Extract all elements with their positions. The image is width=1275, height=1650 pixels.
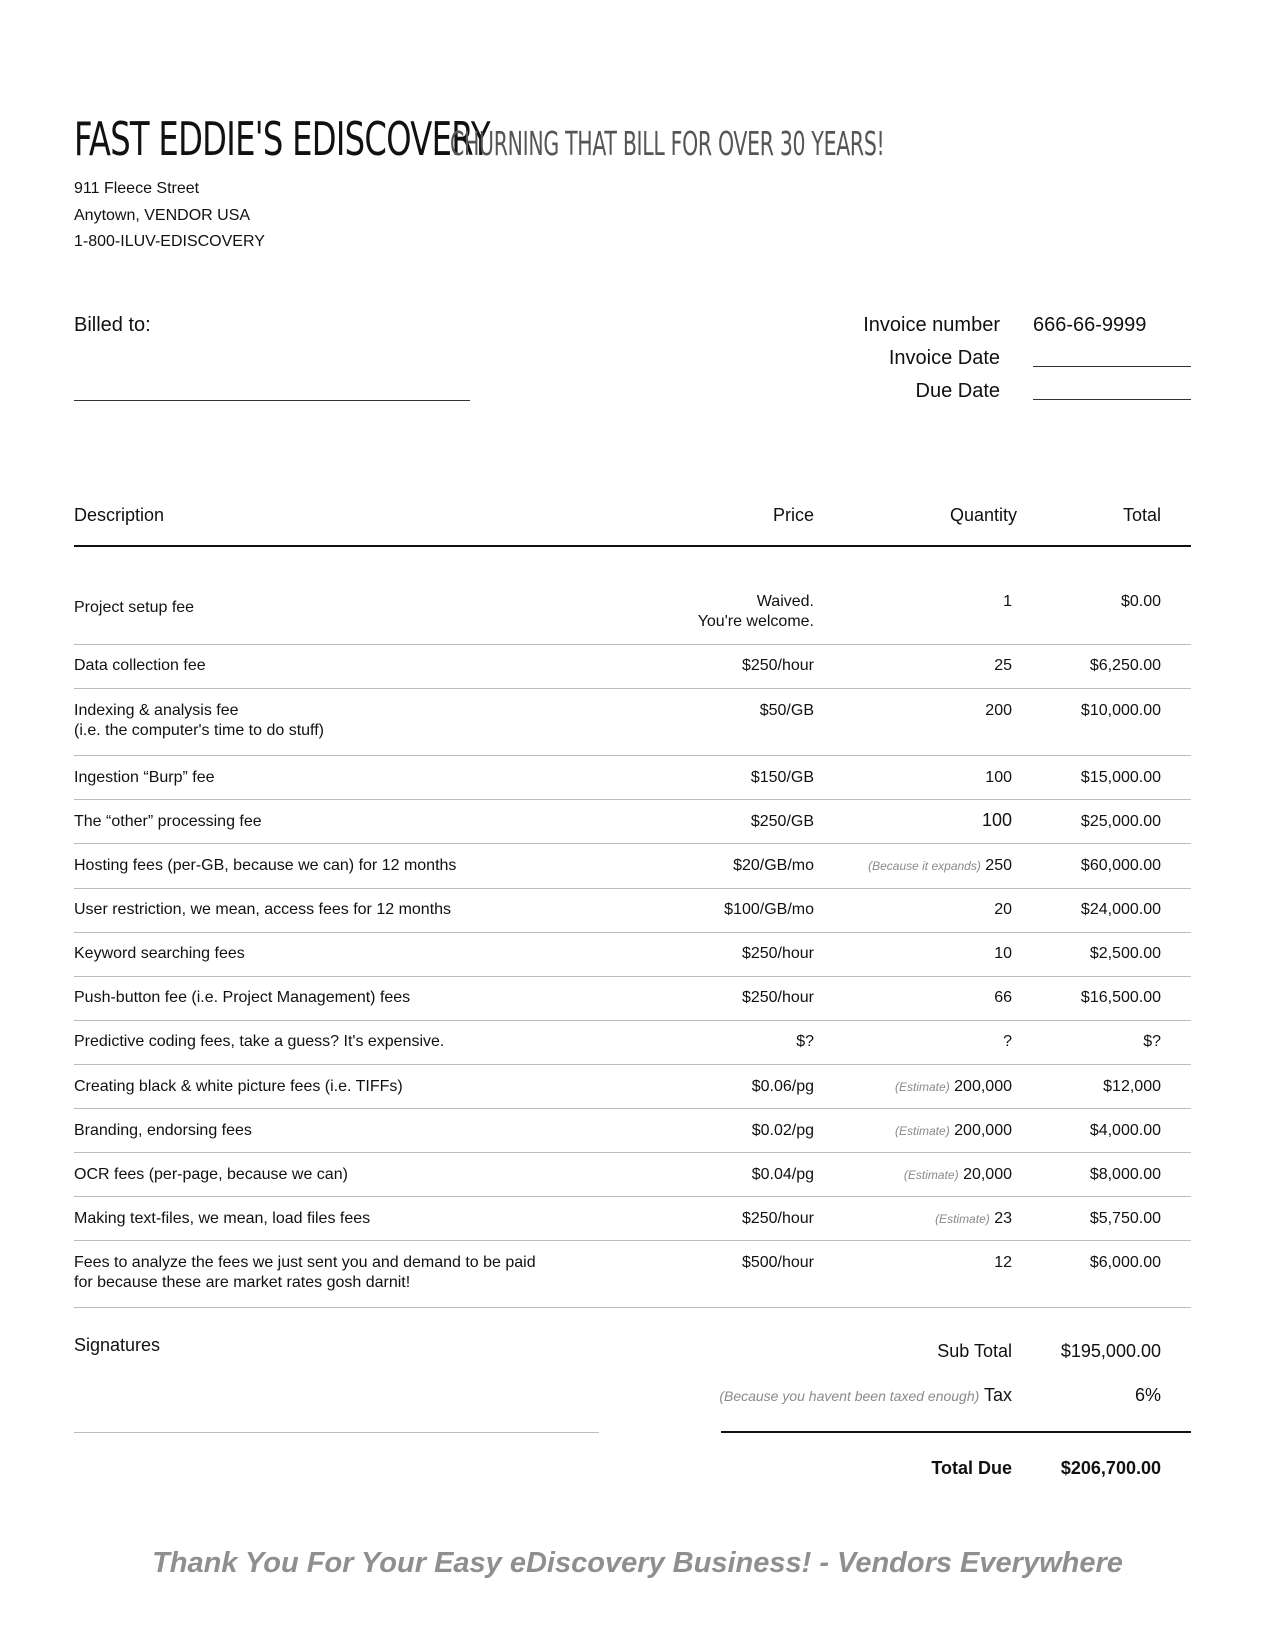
row-total: $6,250.00 [1089,657,1161,674]
row-quantity: 100 [985,769,1012,786]
row-quantity: (Estimate) 200,000 [895,1078,1012,1095]
row-description-note: (i.e. the computer's time to do stuff) [74,722,324,739]
invoice-date-line [1033,366,1191,367]
col-header-total: Total [1122,505,1161,525]
row-price-note: You're welcome. [697,613,814,630]
row-quantity: ? [1003,1033,1012,1050]
row-description: Indexing & analysis fee [74,702,239,719]
row-quantity: 25 [994,657,1012,674]
total-due-value: $206,700.00 [1060,1458,1161,1478]
row-total: $? [1143,1033,1161,1050]
row-rule [74,644,1191,645]
row-price: $20/GB/mo [733,857,814,874]
total-rule [721,1431,1191,1433]
row-quantity: 20 [994,901,1012,918]
row-rule [74,888,1191,889]
row-total: $16,500.00 [1080,989,1161,1006]
signatures-label: Signatures [74,1335,161,1355]
company-tagline: CHURNING THAT BILL FOR OVER 30 YEARS! [450,124,885,163]
row-quantity: (Because it expands) 250 [868,857,1012,874]
row-description: Keyword searching fees [74,945,245,962]
row-total: $15,000.00 [1080,769,1161,786]
row-rule [74,1108,1191,1109]
row-description: Push-button fee (i.e. Project Management) fees [74,989,411,1006]
row-quantity: (Estimate) 23 [935,1210,1012,1227]
row-rule [74,843,1191,844]
row-price: $0.02/pg [751,1122,814,1139]
row-price: $250/GB [750,813,814,830]
row-quantity: 1 [1003,593,1012,610]
row-description: The “other” processing fee [74,813,262,830]
row-description: Hosting fees (per-GB, because we can) for 12 months [74,857,457,874]
row-rule [74,755,1191,756]
row-total: $12,000 [1103,1078,1161,1095]
tax-note: (Because you havent been taxed enough) [719,1388,980,1404]
row-price: $100/GB/mo [724,901,814,918]
quantity-note: (Estimate) [903,1168,959,1182]
row-description: OCR fees (per-page, because we can) [74,1166,348,1183]
row-description: Fees to analyze the fees we just sent you and demand to be paid [74,1254,536,1271]
row-total: $0.00 [1120,593,1161,610]
quantity-note: (Estimate) [895,1124,950,1138]
row-price: $500/hour [741,1254,814,1271]
row-price: $? [796,1033,814,1050]
row-description: Branding, endorsing fees [74,1122,252,1139]
col-header-quantity: Quantity [949,505,1017,525]
col-header-price: Price [772,505,814,525]
row-price: Waived. [756,593,814,610]
row-price: $0.06/pg [751,1078,814,1095]
total-due-label: Total Due [931,1458,1012,1478]
row-total: $24,000.00 [1080,901,1161,918]
row-total: $5,750.00 [1089,1210,1161,1227]
row-total: $25,000.00 [1080,813,1161,830]
row-quantity: (Estimate) 200,000 [895,1122,1012,1139]
row-price: $250/hour [741,989,814,1006]
row-price: $250/hour [741,945,814,962]
row-rule [74,688,1191,689]
row-quantity: (Estimate) 20,000 [903,1166,1012,1183]
due-date-line [1033,399,1191,400]
invoice-number-label: Invoice number [863,314,1000,336]
row-rule [74,1240,1191,1241]
row-quantity: 100 [981,810,1012,830]
row-description: Ingestion “Burp” fee [74,769,215,786]
row-rule [74,1196,1191,1197]
row-price: $0.04/pg [751,1166,814,1183]
row-rule [74,1020,1191,1021]
row-rule [74,799,1191,800]
row-quantity: 12 [994,1254,1012,1271]
row-total: $6,000.00 [1089,1254,1161,1271]
invoice-date-label: Invoice Date [888,347,1000,369]
row-description: Project setup fee [74,599,195,616]
subtotal-value: $195,000.00 [1060,1341,1161,1361]
row-rule [74,1064,1191,1065]
signature-line [74,1432,599,1433]
row-price: $250/hour [741,657,814,674]
row-total: $8,000.00 [1089,1166,1161,1183]
row-quantity: 200 [985,702,1012,719]
row-price: $50/GB [759,702,814,719]
row-total: $4,000.00 [1089,1122,1161,1139]
row-description: Making text-files, we mean, load files fees [74,1210,371,1227]
subtotal-label: Sub Total [937,1341,1012,1361]
tax-value: 6% [1134,1385,1161,1405]
thank-you-footer: Thank You For Your Easy eDiscovery Business! - Vendors Everywhere [152,1547,1123,1579]
row-price: $150/GB [750,769,814,786]
header-rule [74,545,1191,547]
row-total: $60,000.00 [1080,857,1161,874]
address-street: 911 Fleece Street [74,180,200,197]
row-quantity: 10 [994,945,1012,962]
address-city: Anytown, VENDOR USA [74,207,251,224]
row-description: User restriction, we mean, access fees for 12 months [74,901,452,918]
row-price: $250/hour [741,1210,814,1227]
billed-to-line [74,400,470,401]
row-description: Data collection fee [74,657,206,674]
row-total: $10,000.00 [1080,702,1161,719]
quantity-note: (Estimate) [895,1080,950,1094]
row-description: Creating black & white picture fees (i.e. TIFFs) [74,1078,403,1095]
quantity-note: (Because it expands) [868,859,981,873]
col-header-description: Description [74,505,165,525]
row-description-note: for because these are market rates gosh darnit! [74,1274,411,1291]
row-rule [74,1152,1191,1153]
row-description: Predictive coding fees, take a guess? It's expensive. [74,1033,445,1050]
row-rule [74,932,1191,933]
row-total: $2,500.00 [1089,945,1161,962]
due-date-label: Due Date [915,380,1000,402]
row-rule [74,1307,1191,1308]
quantity-note: (Estimate) [935,1212,990,1226]
tax-label: (Because you havent been taxed enough) Tax [719,1385,1012,1405]
row-quantity: 66 [994,989,1012,1006]
company-name: FAST EDDIE'S EDISCOVERY [74,112,490,166]
billed-to-label: Billed to: [74,314,151,336]
address-phone: 1-800-ILUV-EDISCOVERY [74,233,265,250]
invoice-number: 666-66-9999 [1033,314,1147,336]
row-rule [74,976,1191,977]
